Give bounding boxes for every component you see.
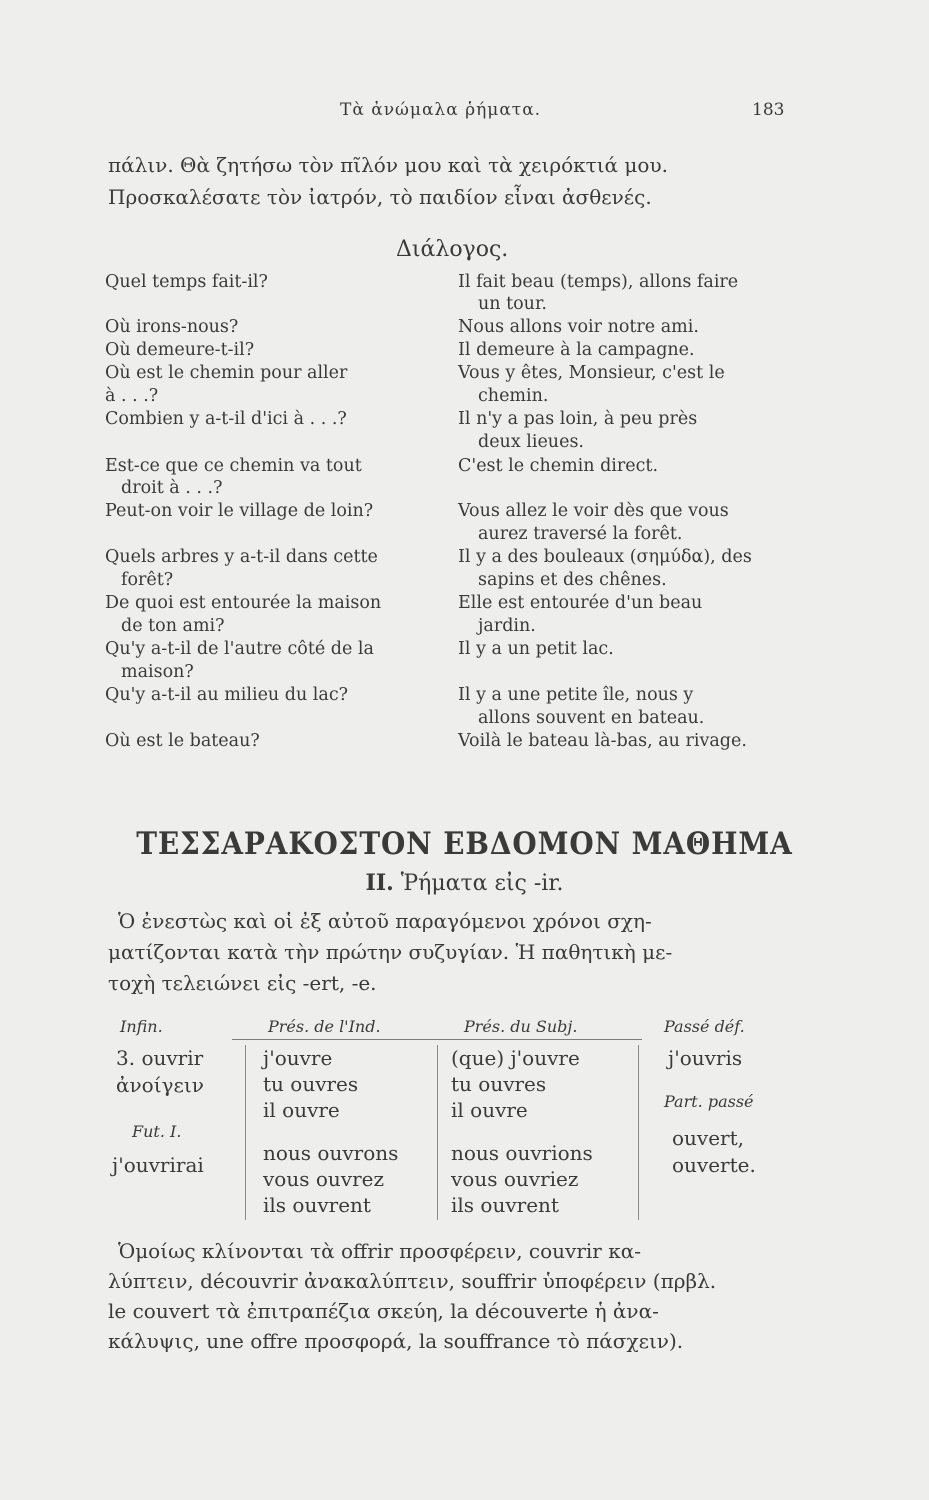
question: maison?: [121, 662, 194, 682]
question: Peut-on voir le village de loin?: [105, 501, 374, 521]
pres-subj-form: tu ouvres: [451, 1072, 547, 1096]
closing-line: le couvert τὰ ἐπιτραπέζια σκεύη, la découverte ἡ ἀνα-: [108, 1299, 659, 1323]
answer: un tour.: [478, 294, 547, 314]
participle-form: ouvert,: [672, 1126, 745, 1150]
pres-subj-form: ils ouvrent: [451, 1193, 559, 1217]
question: De quoi est entourée la maison: [105, 593, 382, 613]
question: à . . .?: [105, 386, 159, 406]
rule-line: ματίζονται κατὰ τὴν πρώτην συζυγίαν. Ἡ παθητικὴ με-: [108, 940, 673, 964]
question: de ton ami?: [121, 616, 225, 636]
pres-ind-form: il ouvre: [263, 1098, 340, 1122]
question: Où demeure-t-il?: [105, 340, 255, 360]
question: droit à . . .?: [121, 478, 223, 498]
answer: Il demeure à la campagne.: [458, 340, 695, 360]
section-title: [0, 870, 929, 896]
pres-ind-form: nous ouvrons: [263, 1141, 399, 1165]
intro-line: πάλιν. Θὰ ζητήσω τὸν πῖλόν μου καὶ τὰ χειρόκτιά μου.: [108, 153, 668, 177]
future-form: j'ouvrirai: [112, 1153, 204, 1177]
answer: Il y a des bouleaux (σημύδα), des: [458, 547, 752, 567]
question: forêt?: [121, 570, 174, 590]
column-divider: [437, 1045, 438, 1220]
column-divider: [245, 1045, 246, 1220]
dialogue-title: Διάλογος.: [396, 237, 509, 262]
answer: aurez traversé la forêt.: [478, 524, 683, 544]
participle-form: ouverte.: [672, 1153, 756, 1177]
infinitive-greek: ἀνοίγειν: [116, 1073, 204, 1097]
future-label: Fut. I.: [132, 1122, 182, 1141]
pres-ind-form: ils ouvrent: [263, 1193, 371, 1217]
question: Quel temps fait-il?: [105, 272, 268, 292]
pres-ind-form: vous ouvrez: [263, 1167, 384, 1191]
question: Combien y a-t-il d'ici à . . .?: [105, 409, 347, 429]
answer: deux lieues.: [478, 432, 584, 452]
header-infin: Infin.: [120, 1017, 163, 1036]
header-passe-def: Passé déf.: [664, 1017, 745, 1036]
answer: chemin.: [478, 386, 549, 406]
question: Qu'y a-t-il au milieu du lac?: [105, 685, 349, 705]
answer: Il y a un petit lac.: [458, 639, 614, 659]
question: Qu'y a-t-il de l'autre côté de la: [105, 639, 374, 659]
pres-subj-form: (que) j'ouvre: [451, 1046, 580, 1070]
column-divider: [638, 1045, 639, 1220]
question: Quels arbres y a-t-il dans cette: [105, 547, 378, 567]
answer: Il fait beau (temps), allons faire: [458, 272, 739, 292]
rule-line: τοχὴ τελειώνει εἰς -ert, -e.: [108, 971, 377, 995]
lesson-title: ΤΕΣΣΑΡΑΚΟΣΤΟΝ ΕΒΔΟΜΟΝ ΜΑΘΗΜΑ: [136, 826, 793, 862]
pres-subj-form: il ouvre: [451, 1098, 528, 1122]
pres-ind-form: tu ouvres: [263, 1072, 359, 1096]
answer: Vous allez le voir dès que vous: [458, 501, 729, 521]
closing-line: λύπτειν, découvrir ἀνακαλύπτειν, souffrir ὑποφέρειν (πρβλ.: [108, 1269, 717, 1293]
running-header: Τὰ ἀνώμαλα ῥήματα.: [340, 100, 542, 120]
answer: Il n'y a pas loin, à peu près: [458, 409, 698, 429]
closing-line: Ὁμοίως κλίνονται τὰ offrir προσφέρειν, couvrir κα-: [118, 1239, 641, 1263]
question: Où est le bateau?: [105, 731, 260, 751]
answer: Elle est entourée d'un beau: [458, 593, 703, 613]
answer: Vous y êtes, Monsieur, c'est le: [458, 363, 725, 383]
rule-line: Ὁ ἐνεστὼς καὶ οἱ ἐξ αὐτοῦ παραγόμενοι χρόνοι σχη-: [118, 909, 652, 933]
header-pres-ind: Prés. de l'Ind.: [268, 1017, 381, 1036]
answer: Il y a une petite île, nous y: [458, 685, 694, 705]
question: Où est le chemin pour aller: [105, 363, 348, 383]
page-number: 183: [752, 100, 785, 120]
passe-def-form: j'ouvris: [668, 1046, 743, 1070]
answer: Nous allons voir notre ami.: [458, 317, 699, 337]
pres-subj-form: nous ouvrions: [451, 1141, 593, 1165]
answer: Voilà le bateau là-bas, au rivage.: [458, 731, 747, 751]
section-number: II.: [365, 870, 394, 896]
header-pres-subj: Prés. du Subj.: [464, 1017, 578, 1036]
intro-line: Προσκαλέσατε τὸν ἰατρόν, τὸ παιδίον εἶναι ἀσθενές.: [108, 185, 652, 209]
answer: allons souvent en bateau.: [478, 708, 705, 728]
pres-subj-form: vous ouvriez: [451, 1167, 579, 1191]
question: Est-ce que ce chemin va tout: [105, 456, 362, 476]
answer: jardin.: [478, 616, 536, 636]
pres-ind-form: j'ouvre: [263, 1046, 333, 1070]
participle-label: Part. passé: [664, 1092, 754, 1111]
infinitive: 3. ouvrir: [116, 1046, 204, 1070]
table-rule: [232, 1039, 642, 1040]
closing-line: κάλυψις, une offre προσφορά, la souffrance τὸ πάσχειν).: [108, 1329, 684, 1353]
section-heading: Ῥήματα εἰς -ir.: [400, 871, 564, 896]
question: Où irons-nous?: [105, 317, 239, 337]
answer: sapins et des chênes.: [478, 570, 667, 590]
answer: C'est le chemin direct.: [458, 456, 659, 476]
